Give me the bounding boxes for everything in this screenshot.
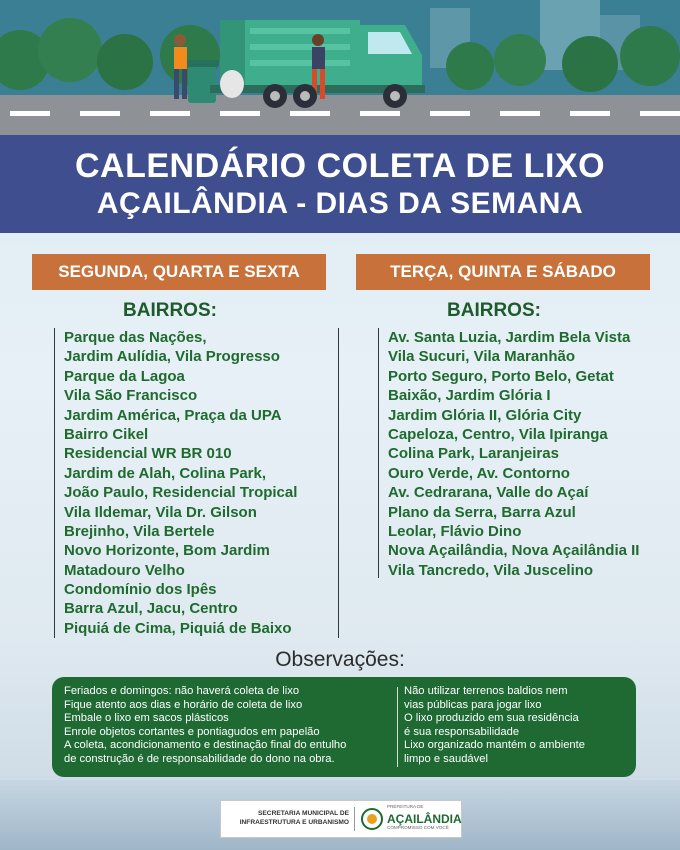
observation-line: vias públicas para jogar lixo: [404, 698, 542, 711]
right-bairros-heading: BAIRROS:: [447, 300, 541, 321]
brand-top: PREFEITURA DE: [387, 804, 424, 809]
observation-line: limpo e saudável: [404, 752, 488, 765]
brand-tagline: COMPROMISSO COM VOCÊ: [387, 825, 449, 830]
list-item: Vila Tancredo, Vila Juscelino: [388, 561, 594, 579]
logo-separator: [354, 807, 355, 831]
observation-line: Lixo organizado mantém o ambiente: [404, 739, 585, 752]
footer-logos: [220, 800, 462, 838]
left-rule-line: [54, 328, 55, 638]
trash-bin-icon: [185, 60, 219, 103]
list-item: Condomínio dos Ipês: [64, 581, 217, 599]
observation-line: Enrole objetos cortantes e pontiagudos em papelão: [64, 725, 320, 738]
list-item: Bairro Cikel: [64, 425, 149, 443]
observation-line: Feriados e domingos: não haverá coleta de lixo: [64, 685, 300, 697]
observation-line: Não utilizar terrenos baldios nem: [404, 685, 568, 697]
page-subtitle: AÇAILÂNDIA - DIAS DA SEMANA: [96, 187, 584, 220]
left-bairros-heading: BAIRROS:: [123, 300, 217, 321]
secretaria-label: SECRETARIA MUNICIPAL DE INFRAESTRUTURA E URBANISMO: [239, 810, 349, 826]
observation-line: Embale o lixo em sacos plásticos: [64, 712, 229, 725]
center-divider: [338, 328, 339, 638]
list-item: Piquiá de Cima, Piquiá de Baixo: [64, 619, 292, 637]
municipal-seal-icon: [361, 807, 383, 831]
list-item: Nova Açailândia, Nova Açailândia II: [388, 542, 640, 560]
right-neighborhood-list: [388, 328, 639, 580]
list-item: Matadouro Velho: [64, 561, 185, 579]
list-item: Residencial WR BR 010: [64, 445, 232, 463]
list-item: Brejinho, Vila Bertele: [64, 522, 215, 540]
hero-illustration: [0, 0, 680, 135]
right-rule-line: [378, 328, 379, 578]
page-title: CALENDÁRIO COLETA DE LIXO: [74, 147, 606, 185]
left-neighborhood-list: [64, 328, 297, 638]
list-item: Vila Sucuri, Vila Maranhão: [388, 348, 576, 366]
list-item: Av. Santa Luzia, Jardim Bela Vista: [388, 329, 631, 346]
left-days-header: SEGUNDA, QUARTA E SEXTA: [32, 254, 326, 290]
observation-line: A coleta, acondicionamento e destinação final do entulho: [64, 739, 347, 752]
list-item: Colina Park, Laranjeiras: [388, 445, 559, 463]
list-item: Parque das Nações,: [64, 329, 207, 346]
observation-line: de construção é de responsabilidade do dono na obra.: [64, 752, 335, 765]
observation-line: Fique atento aos dias e horário de coleta de lixo: [64, 698, 303, 711]
list-item: Jardim de Alah, Colina Park,: [64, 464, 267, 482]
garbage-truck-icon: [150, 10, 450, 110]
list-item: Leolar, Flávio Dino: [388, 522, 522, 540]
list-item: Jardim Glória II, Glória City: [388, 406, 582, 424]
observations-right: [404, 685, 585, 767]
list-item: Plano da Serra, Barra Azul: [388, 503, 576, 521]
right-days-header: TERÇA, QUINTA E SÁBADO: [356, 254, 650, 290]
list-item: Capeloza, Centro, Vila Ipiranga: [388, 425, 608, 443]
list-item: Barra Azul, Jacu, Centro: [64, 600, 238, 618]
list-item: Jardim América, Praça da UPA: [64, 406, 282, 424]
list-item: Baixão, Jardim Glória I: [388, 387, 551, 405]
observations-box: [52, 677, 636, 777]
observations-divider: [397, 687, 398, 767]
observations-title: Observações:: [275, 648, 405, 671]
list-item: Parque da Lagoa: [64, 367, 185, 385]
list-item: Novo Horizonte, Bom Jardim: [64, 542, 270, 560]
observation-line: é sua responsabilidade: [404, 725, 520, 738]
brand-name: AÇAILÂNDIA: [387, 812, 462, 826]
title-band: [0, 135, 680, 233]
list-item: João Paulo, Residencial Tropical: [64, 484, 298, 502]
list-item: Porto Seguro, Porto Belo, Getat: [388, 367, 614, 385]
list-item: Jardim Aulídia, Vila Progresso: [64, 348, 280, 366]
list-item: Av. Cedrarana, Valle do Açaí: [388, 484, 589, 502]
list-item: Ouro Verde, Av. Contorno: [388, 464, 570, 482]
observations-left: [64, 685, 346, 767]
list-item: Vila Ildemar, Vila Dr. Gilson: [64, 503, 257, 521]
observation-line: O lixo produzido em sua residência: [404, 712, 579, 725]
list-item: Vila São Francisco: [64, 387, 198, 405]
